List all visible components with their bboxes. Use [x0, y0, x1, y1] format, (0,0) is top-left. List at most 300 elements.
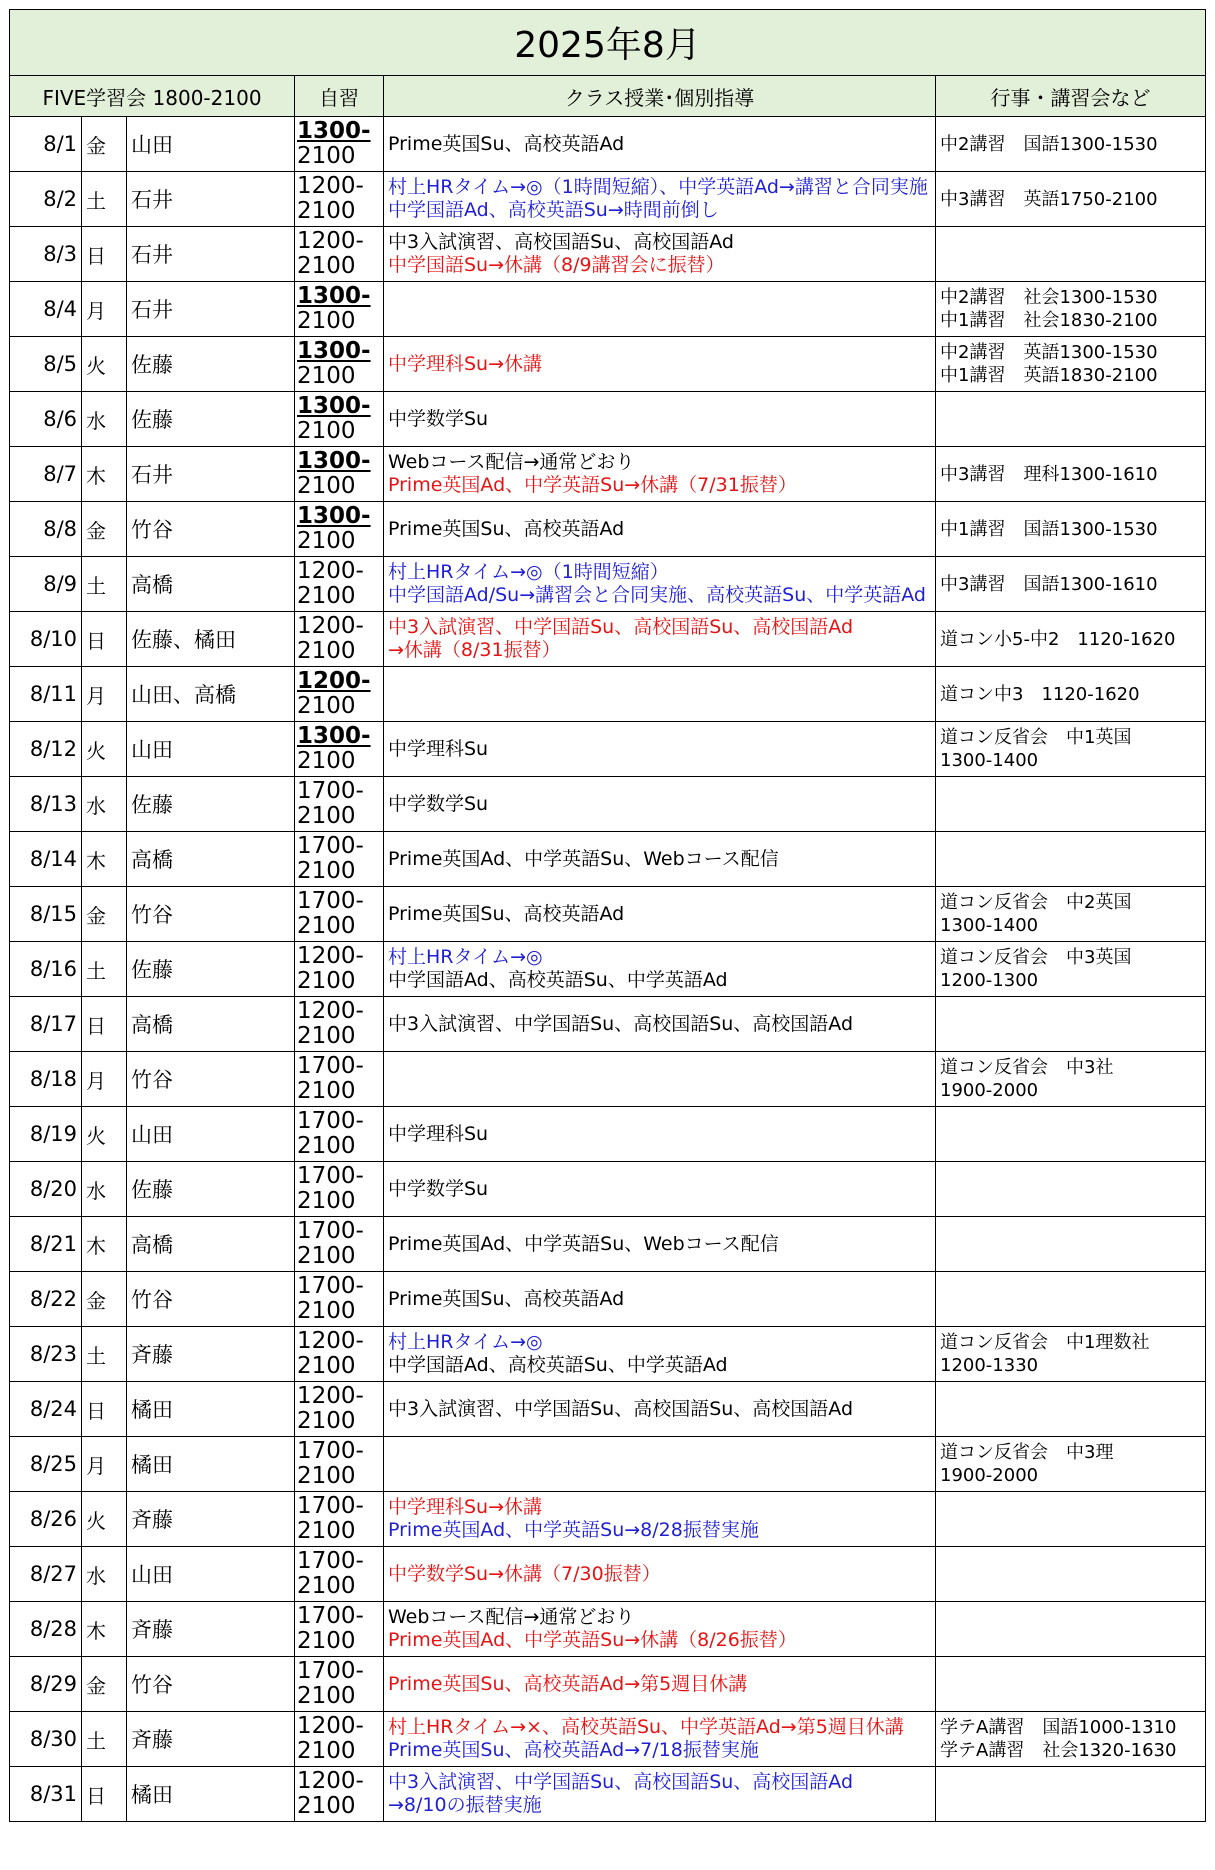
date-cell: 8/12	[10, 722, 82, 777]
date-cell: 8/26	[10, 1492, 82, 1547]
self-study-end: 2100	[297, 253, 356, 279]
date-cell: 8/3	[10, 227, 82, 282]
class-line: Prime英国Ad、中学英語Su→休講（7/31振替）	[388, 474, 797, 496]
class-cell	[384, 612, 936, 667]
table-row	[10, 1272, 1206, 1327]
date-cell: 8/20	[10, 1162, 82, 1217]
staff-cell: 竹谷	[127, 1052, 295, 1107]
weekday-cell: 火	[82, 337, 127, 392]
self-study-end: 2100	[297, 198, 356, 224]
event-line: 1900-2000	[940, 1465, 1039, 1486]
weekday-cell: 火	[82, 1492, 127, 1547]
self-study-cell	[295, 392, 384, 447]
self-study-start: 1700-	[297, 1603, 364, 1629]
class-cell	[384, 392, 936, 447]
class-line: Prime英国Su、高校英語Ad→第5週目休講	[388, 1672, 748, 1695]
class-cell	[384, 1382, 936, 1437]
date-cell: 8/27	[10, 1547, 82, 1602]
self-study-start: 1200-	[297, 943, 364, 969]
self-study-cell	[295, 1657, 384, 1712]
self-study-start: 1700-	[297, 1218, 364, 1244]
staff-cell: 高橋	[127, 1217, 295, 1272]
self-study-start: 1200-	[297, 1383, 364, 1409]
self-study-start: 1300-	[297, 393, 371, 419]
staff-cell: 佐藤、橘田	[127, 612, 295, 667]
class-line: 村上HRタイム→◎（1時間短縮）、中学英語Ad→講習と合同実施	[388, 176, 928, 198]
weekday-cell: 木	[82, 1217, 127, 1272]
self-study-end: 2100	[297, 1518, 356, 1544]
staff-cell: 佐藤	[127, 942, 295, 997]
table-row	[10, 1547, 1206, 1602]
events-cell	[936, 887, 1206, 942]
self-study-cell	[295, 612, 384, 667]
class-cell	[384, 1602, 936, 1657]
events-cell	[936, 1327, 1206, 1382]
class-cell	[384, 887, 936, 942]
class-cell	[384, 1107, 936, 1162]
self-study-cell	[295, 557, 384, 612]
page-title: 2025年8月	[10, 10, 1206, 76]
class-cell	[384, 722, 936, 777]
header-self-study: 自習	[295, 76, 384, 117]
class-line: Prime英国Ad、中学英語Su、Webコース配信	[388, 847, 779, 870]
class-line: Webコース配信→通常どおり	[388, 451, 635, 473]
class-cell	[384, 1492, 936, 1547]
class-cell	[384, 1657, 936, 1712]
date-cell: 8/31	[10, 1767, 82, 1822]
table-row	[10, 447, 1206, 502]
date-cell: 8/8	[10, 502, 82, 557]
self-study-start: 1300-	[297, 723, 371, 749]
self-study-cell	[295, 1712, 384, 1767]
weekday-cell: 水	[82, 392, 127, 447]
self-study-start: 1300-	[297, 503, 371, 529]
class-cell	[384, 1162, 936, 1217]
class-line: 村上HRタイム→◎	[388, 1331, 543, 1353]
staff-cell: 山田	[127, 117, 295, 172]
class-cell	[384, 337, 936, 392]
table-row	[10, 172, 1206, 227]
events-cell	[936, 1217, 1206, 1272]
class-cell	[384, 1437, 936, 1492]
self-study-start: 1700-	[297, 778, 364, 804]
date-cell: 8/25	[10, 1437, 82, 1492]
staff-cell: 山田、高橋	[127, 667, 295, 722]
class-line: Prime英国Su、高校英語Ad	[388, 1287, 625, 1310]
class-line: 村上HRタイム→◎（1時間短縮）	[388, 561, 669, 583]
class-line: 中学理科Su	[388, 737, 489, 760]
event-line: 道コン反省会 中3社	[940, 1057, 1114, 1078]
self-study-start: 1200-	[297, 1328, 364, 1354]
self-study-end: 2100	[297, 1133, 356, 1159]
staff-cell: 石井	[127, 282, 295, 337]
self-study-cell	[295, 1437, 384, 1492]
staff-cell: 山田	[127, 722, 295, 777]
header-class: クラス授業･個別指導	[384, 76, 936, 117]
staff-cell: 斉藤	[127, 1602, 295, 1657]
self-study-end: 2100	[297, 1023, 356, 1049]
event-line: 1300-1400	[940, 915, 1039, 936]
self-study-cell	[295, 502, 384, 557]
weekday-cell: 日	[82, 997, 127, 1052]
events-cell	[936, 777, 1206, 832]
self-study-start: 1300-	[297, 338, 371, 364]
table-row	[10, 392, 1206, 447]
weekday-cell: 土	[82, 557, 127, 612]
class-cell	[384, 447, 936, 502]
date-cell: 8/15	[10, 887, 82, 942]
table-row	[10, 1162, 1206, 1217]
table-row	[10, 1712, 1206, 1767]
staff-cell: 橘田	[127, 1382, 295, 1437]
table-row	[10, 1657, 1206, 1712]
weekday-cell: 月	[82, 1052, 127, 1107]
weekday-cell: 金	[82, 887, 127, 942]
class-line: 中学数学Su	[388, 792, 489, 815]
table-row	[10, 777, 1206, 832]
weekday-cell: 土	[82, 1712, 127, 1767]
self-study-cell	[295, 227, 384, 282]
class-cell	[384, 117, 936, 172]
staff-cell: 佐藤	[127, 1162, 295, 1217]
events-cell	[936, 832, 1206, 887]
self-study-start: 1700-	[297, 1053, 364, 1079]
event-line: 中1講習 国語1300-1530	[940, 518, 1158, 540]
self-study-cell	[295, 117, 384, 172]
self-study-cell	[295, 942, 384, 997]
weekday-cell: 金	[82, 1272, 127, 1327]
class-line: →休講（8/31振替）	[388, 639, 561, 661]
events-cell	[936, 282, 1206, 337]
event-line: 道コン反省会 中3理	[940, 1442, 1114, 1463]
self-study-end: 2100	[297, 1573, 356, 1599]
header-events: 行事・講習会など	[936, 76, 1206, 117]
staff-cell: 石井	[127, 227, 295, 282]
self-study-end: 2100	[297, 913, 356, 939]
class-line: Prime英国Ad、中学英語Su、Webコース配信	[388, 1232, 779, 1255]
staff-cell: 斉藤	[127, 1492, 295, 1547]
class-cell	[384, 1052, 936, 1107]
table-row	[10, 1767, 1206, 1822]
events-cell	[936, 392, 1206, 447]
self-study-end: 2100	[297, 1353, 356, 1379]
class-cell	[384, 1712, 936, 1767]
event-line: 道コン反省会 中3英国	[940, 947, 1132, 968]
self-study-cell	[295, 997, 384, 1052]
events-cell	[936, 557, 1206, 612]
weekday-cell: 火	[82, 1107, 127, 1162]
table-row	[10, 832, 1206, 887]
class-line: 中学数学Su	[388, 407, 489, 430]
class-cell	[384, 667, 936, 722]
self-study-start: 1300-	[297, 118, 371, 144]
class-line: 中3入試演習、中学国語Su、高校国語Su、高校国語Ad	[388, 616, 854, 638]
class-cell	[384, 1767, 936, 1822]
table-row	[10, 887, 1206, 942]
event-line: 学テA講習 社会1320-1630	[940, 1740, 1177, 1761]
self-study-cell	[295, 1547, 384, 1602]
event-line: 道コン反省会 中2英国	[940, 892, 1132, 913]
class-cell	[384, 502, 936, 557]
event-line: 1300-1400	[940, 750, 1039, 771]
self-study-start: 1700-	[297, 1108, 364, 1134]
self-study-cell	[295, 1217, 384, 1272]
weekday-cell: 月	[82, 1437, 127, 1492]
events-cell	[936, 1437, 1206, 1492]
date-cell: 8/11	[10, 667, 82, 722]
date-cell: 8/14	[10, 832, 82, 887]
self-study-cell	[295, 1767, 384, 1822]
self-study-start: 1700-	[297, 1438, 364, 1464]
date-cell: 8/6	[10, 392, 82, 447]
table-row	[10, 227, 1206, 282]
self-study-cell	[295, 282, 384, 337]
self-study-cell	[295, 172, 384, 227]
self-study-end: 2100	[297, 1793, 356, 1819]
event-line: 中3講習 理科1300-1610	[940, 463, 1158, 485]
weekday-cell: 木	[82, 1602, 127, 1657]
self-study-start: 1200-	[297, 173, 364, 199]
class-line: 中学数学Su→休講（7/30振替）	[388, 1562, 661, 1585]
class-line: 中学国語Ad、高校英語Su、中学英語Ad	[388, 1354, 728, 1376]
staff-cell: 石井	[127, 172, 295, 227]
events-cell	[936, 1492, 1206, 1547]
self-study-cell	[295, 1327, 384, 1382]
weekday-cell: 日	[82, 612, 127, 667]
date-cell: 8/21	[10, 1217, 82, 1272]
staff-cell: 斉藤	[127, 1712, 295, 1767]
class-cell	[384, 172, 936, 227]
date-cell: 8/23	[10, 1327, 82, 1382]
date-cell: 8/22	[10, 1272, 82, 1327]
table-row	[10, 1602, 1206, 1657]
self-study-start: 1700-	[297, 1273, 364, 1299]
self-study-end: 2100	[297, 748, 356, 774]
event-line: 中1講習 英語1830-2100	[940, 365, 1158, 386]
self-study-cell	[295, 1162, 384, 1217]
self-study-end: 2100	[297, 1683, 356, 1709]
class-line: Prime英国Su、高校英語Ad→7/18振替実施	[388, 1739, 759, 1761]
staff-cell: 佐藤	[127, 392, 295, 447]
weekday-cell: 日	[82, 1767, 127, 1822]
class-cell	[384, 282, 936, 337]
date-cell: 8/1	[10, 117, 82, 172]
self-study-end: 2100	[297, 1243, 356, 1269]
staff-cell: 高橋	[127, 557, 295, 612]
self-study-start: 1700-	[297, 888, 364, 914]
staff-cell: 橘田	[127, 1767, 295, 1822]
table-row	[10, 997, 1206, 1052]
class-line: 中3入試演習、中学国語Su、高校国語Su、高校国語Ad	[388, 1771, 854, 1793]
events-cell	[936, 227, 1206, 282]
self-study-end: 2100	[297, 1188, 356, 1214]
weekday-cell: 土	[82, 1327, 127, 1382]
staff-cell: 橘田	[127, 1437, 295, 1492]
staff-cell: 佐藤	[127, 337, 295, 392]
weekday-cell: 金	[82, 1657, 127, 1712]
events-cell	[936, 1272, 1206, 1327]
weekday-cell: 水	[82, 1547, 127, 1602]
events-cell	[936, 1162, 1206, 1217]
self-study-cell	[295, 1052, 384, 1107]
events-cell	[936, 612, 1206, 667]
event-line: 中3講習 英語1750-2100	[940, 188, 1158, 210]
class-line: 村上HRタイム→×、高校英語Su、中学英語Ad→第5週目休講	[388, 1716, 904, 1738]
self-study-end: 2100	[297, 143, 356, 169]
staff-cell: 斉藤	[127, 1327, 295, 1382]
class-line: 中3入試演習、高校国語Su、高校国語Ad	[388, 231, 734, 253]
event-line: 中3講習 国語1300-1610	[940, 573, 1158, 595]
header-five: FIVE学習会 1800-2100	[10, 76, 295, 117]
self-study-cell	[295, 832, 384, 887]
self-study-end: 2100	[297, 473, 356, 499]
class-line: Prime英国Su、高校英語Ad	[388, 517, 625, 540]
events-cell	[936, 502, 1206, 557]
self-study-end: 2100	[297, 968, 356, 994]
class-line: 中学国語Ad/Su→講習会と合同実施、高校英語Su、中学英語Ad	[388, 584, 926, 606]
events-cell	[936, 1547, 1206, 1602]
class-cell	[384, 1547, 936, 1602]
events-cell	[936, 172, 1206, 227]
date-cell: 8/2	[10, 172, 82, 227]
events-cell	[936, 1767, 1206, 1822]
class-line: Prime英国Su、高校英語Ad	[388, 902, 625, 925]
date-cell: 8/19	[10, 1107, 82, 1162]
table-row	[10, 117, 1206, 172]
self-study-end: 2100	[297, 1738, 356, 1764]
staff-cell: 竹谷	[127, 887, 295, 942]
event-line: 1900-2000	[940, 1080, 1039, 1101]
self-study-end: 2100	[297, 528, 356, 554]
weekday-cell: 土	[82, 172, 127, 227]
self-study-end: 2100	[297, 1298, 356, 1324]
self-study-cell	[295, 1382, 384, 1437]
class-line: 中学理科Su	[388, 1122, 489, 1145]
event-line: 中1講習 社会1830-2100	[940, 310, 1158, 331]
event-line: 道コン中3 1120-1620	[940, 683, 1140, 705]
date-cell: 8/24	[10, 1382, 82, 1437]
class-line: →8/10の振替実施	[388, 1794, 542, 1816]
class-cell	[384, 832, 936, 887]
class-line: 中学国語Su→休講（8/9講習会に振替）	[388, 254, 725, 276]
staff-cell: 石井	[127, 447, 295, 502]
self-study-start: 1200-	[297, 668, 371, 694]
staff-cell: 竹谷	[127, 1272, 295, 1327]
class-cell	[384, 997, 936, 1052]
table-row	[10, 1107, 1206, 1162]
date-cell: 8/30	[10, 1712, 82, 1767]
staff-cell: 高橋	[127, 832, 295, 887]
table-row	[10, 1327, 1206, 1382]
table-row	[10, 942, 1206, 997]
class-line: 中3入試演習、中学国語Su、高校国語Su、高校国語Ad	[388, 1397, 854, 1420]
event-line: 道コン反省会 中1理数社	[940, 1332, 1150, 1353]
self-study-start: 1300-	[297, 283, 371, 309]
event-line: 道コン小5-中2 1120-1620	[940, 628, 1176, 650]
date-cell: 8/28	[10, 1602, 82, 1657]
weekday-cell: 月	[82, 282, 127, 337]
class-line: 中学理科Su→休講	[388, 1496, 543, 1518]
events-cell	[936, 667, 1206, 722]
events-cell	[936, 1602, 1206, 1657]
self-study-end: 2100	[297, 638, 356, 664]
self-study-start: 1700-	[297, 1493, 364, 1519]
self-study-end: 2100	[297, 858, 356, 884]
class-line: Prime英国Su、高校英語Ad	[388, 132, 625, 155]
events-cell	[936, 117, 1206, 172]
self-study-cell	[295, 887, 384, 942]
date-cell: 8/4	[10, 282, 82, 337]
events-cell	[936, 997, 1206, 1052]
events-cell	[936, 1657, 1206, 1712]
staff-cell: 竹谷	[127, 502, 295, 557]
events-cell	[936, 1382, 1206, 1437]
class-line: 中学数学Su	[388, 1177, 489, 1200]
events-cell	[936, 1712, 1206, 1767]
event-line: 1200-1300	[940, 970, 1039, 991]
table-row	[10, 1217, 1206, 1272]
self-study-end: 2100	[297, 363, 356, 389]
weekday-cell: 日	[82, 227, 127, 282]
class-line: Webコース配信→通常どおり	[388, 1606, 635, 1628]
table-row	[10, 667, 1206, 722]
table-row	[10, 1437, 1206, 1492]
self-study-cell	[295, 1602, 384, 1657]
class-cell	[384, 1272, 936, 1327]
weekday-cell: 土	[82, 942, 127, 997]
self-study-start: 1200-	[297, 613, 364, 639]
date-cell: 8/7	[10, 447, 82, 502]
self-study-end: 2100	[297, 1463, 356, 1489]
self-study-end: 2100	[297, 308, 356, 334]
self-study-start: 1700-	[297, 1163, 364, 1189]
class-cell	[384, 227, 936, 282]
weekday-cell: 日	[82, 1382, 127, 1437]
schedule-sheet	[9, 9, 1206, 1822]
class-line: 村上HRタイム→◎	[388, 946, 543, 968]
self-study-start: 1700-	[297, 833, 364, 859]
self-study-end: 2100	[297, 418, 356, 444]
events-cell	[936, 942, 1206, 997]
class-cell	[384, 777, 936, 832]
events-cell	[936, 722, 1206, 777]
date-cell: 8/9	[10, 557, 82, 612]
class-cell	[384, 1217, 936, 1272]
class-cell	[384, 1327, 936, 1382]
self-study-start: 1200-	[297, 558, 364, 584]
self-study-cell	[295, 1107, 384, 1162]
weekday-cell: 月	[82, 667, 127, 722]
self-study-cell	[295, 447, 384, 502]
date-cell: 8/13	[10, 777, 82, 832]
table-row	[10, 282, 1206, 337]
class-line: Prime英国Ad、中学英語Su→8/28振替実施	[388, 1519, 759, 1541]
table-row	[10, 1052, 1206, 1107]
class-line: 中学国語Ad、高校英語Su、中学英語Ad	[388, 969, 728, 991]
staff-cell: 山田	[127, 1547, 295, 1602]
event-line: 中2講習 社会1300-1530	[940, 287, 1158, 308]
weekday-cell: 木	[82, 447, 127, 502]
class-line: 中学国語Ad、高校英語Su→時間前倒し	[388, 199, 719, 221]
weekday-cell: 水	[82, 777, 127, 832]
self-study-start: 1700-	[297, 1548, 364, 1574]
class-cell	[384, 942, 936, 997]
weekday-cell: 水	[82, 1162, 127, 1217]
staff-cell: 山田	[127, 1107, 295, 1162]
table-row	[10, 337, 1206, 392]
event-line: 1200-1330	[940, 1355, 1039, 1376]
staff-cell: 高橋	[127, 997, 295, 1052]
